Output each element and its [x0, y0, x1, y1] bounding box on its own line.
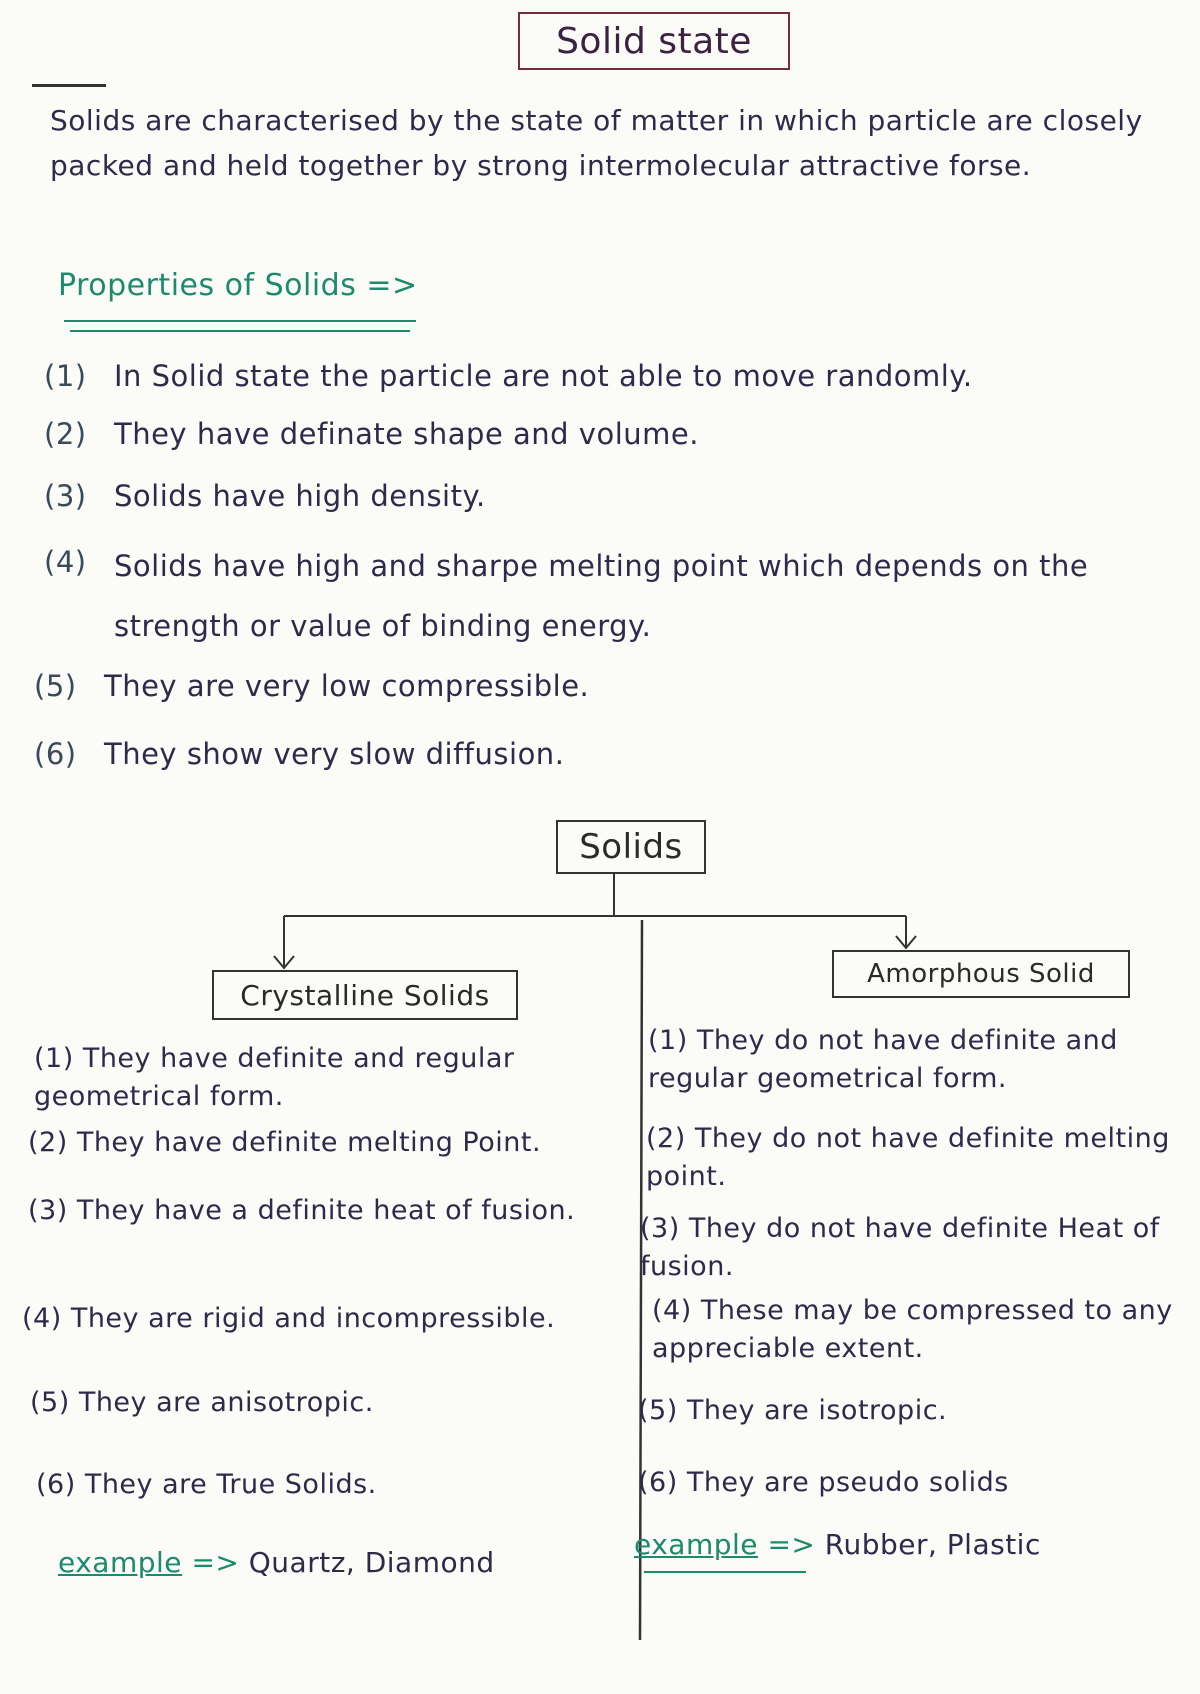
crystalline-item: (2) They have definite melting Point. [28, 1127, 542, 1158]
crystalline-item: (4) They are rigid and incompressible. [22, 1303, 556, 1334]
property-text: They have definate shape and volume. [114, 417, 699, 451]
property-number: (3) [44, 479, 87, 513]
example-value: Quartz, Diamond [248, 1546, 495, 1579]
property-text: They show very slow diffusion. [104, 737, 565, 771]
example-arrow: => [767, 1528, 816, 1561]
property-text: Solids have high and sharpe melting point which depends on the strength or value of binding energy. [114, 549, 1089, 643]
property-text: Solids have high density. [114, 479, 486, 513]
property-number: (1) [44, 359, 87, 393]
property-number: (6) [34, 737, 77, 771]
crystalline-item: (6) They are True Solids. [36, 1469, 377, 1500]
property-text: They are very low compressible. [104, 669, 590, 703]
amorphous-item: (6) They are pseudo solids [638, 1467, 1009, 1498]
amorphous-example [634, 1528, 1041, 1561]
crystalline-example [58, 1546, 495, 1579]
property-number: (4) [44, 545, 87, 579]
property-number: (5) [34, 669, 77, 703]
tree-node-amorphous: Amorphous Solid [832, 950, 1130, 998]
amorphous-item: (5) They are isotropic. [638, 1395, 948, 1426]
intro-paragraph: Solids are characterised by the state of matter in which particle are closely packed and held together by strong intermolecular attractive forse. [50, 104, 1143, 182]
crystalline-item: (3) They have a definite heat of fusion. [28, 1195, 576, 1226]
example-value: Rubber, Plastic [824, 1528, 1041, 1561]
properties-heading: Properties of Solids => [58, 268, 418, 303]
example-arrow: => [191, 1546, 240, 1579]
crystalline-item: (1) They have definite and regular geometrical form. [34, 1043, 515, 1112]
tree-node-crystalline: Crystalline Solids [212, 970, 518, 1020]
example-label: example [58, 1546, 183, 1579]
example-label: example [634, 1528, 759, 1561]
amorphous-item: (1) They do not have definite and regular geometrical form. [648, 1025, 1118, 1094]
property-number: (2) [44, 417, 87, 451]
amorphous-item: (2) They do not have definite melting point. [646, 1123, 1170, 1192]
amorphous-item: (4) These may be compressed to any appreciable extent. [652, 1295, 1173, 1364]
tree-root-solids: Solids [556, 820, 706, 874]
amorphous-item: (3) They do not have definite Heat of fusion. [640, 1213, 1160, 1282]
crystalline-item: (5) They are anisotropic. [30, 1387, 374, 1418]
page-title: Solid state [518, 12, 790, 70]
property-text: In Solid state the particle are not able to move randomly. [114, 359, 973, 393]
